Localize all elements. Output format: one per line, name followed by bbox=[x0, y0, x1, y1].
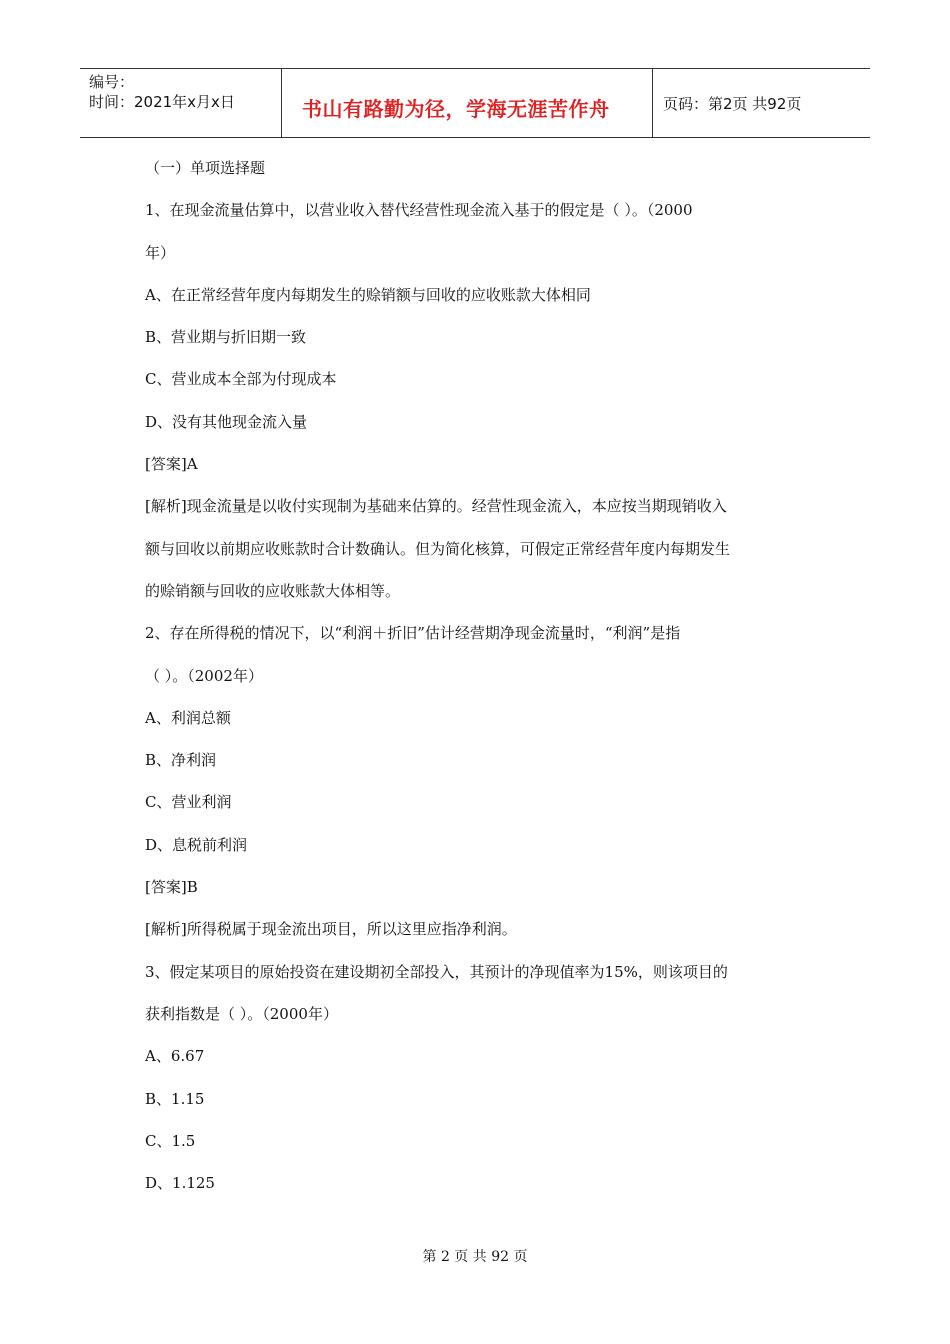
text-line: A、6.67 bbox=[145, 1047, 205, 1066]
text-line: （ ）。（2002年） bbox=[145, 666, 263, 685]
text-line: 的赊销额与回收的应收账款大体相等。 bbox=[145, 581, 401, 600]
text-line: A、在正常经营年度内每期发生的赊销额与回收的应收账款大体相同 bbox=[145, 285, 591, 304]
header-motto: 书山有路勤为径，学海无涯苦作舟 bbox=[302, 97, 610, 121]
text-line: C、营业成本全部为付现成本 bbox=[145, 370, 337, 389]
page-header bbox=[80, 68, 870, 138]
text-line: [解析]所得税属于现金流出项目，所以这里应指净利润。 bbox=[145, 920, 517, 939]
text-line: （一）单项选择题 bbox=[145, 159, 266, 177]
text-line: [答案]A bbox=[145, 455, 198, 474]
text-line: [解析]现金流量是以收付实现制为基础来估算的。经营性现金流入，本应按当期现销收入 bbox=[145, 497, 727, 516]
document-body bbox=[145, 158, 825, 1215]
header-right-cell bbox=[653, 69, 870, 137]
text-line: B、营业期与折旧期一致 bbox=[145, 328, 307, 347]
text-line: D、息税前利润 bbox=[145, 835, 248, 854]
text-line: C、1.5 bbox=[145, 1131, 196, 1150]
text-line: 1、在现金流量估算中，以营业收入替代经营性现金流入基于的假定是（ ）。（2000 bbox=[145, 201, 693, 220]
text-line: B、1.15 bbox=[145, 1089, 205, 1108]
text-line: D、1.125 bbox=[145, 1174, 215, 1193]
document-date-label: 时间：2021年x月x日 bbox=[89, 93, 235, 111]
text-line: 额与回收以前期应收账款时合计数确认。但为简化核算，可假定正常经营年度内每期发生 bbox=[145, 539, 731, 558]
text-line: 3、假定某项目的原始投资在建设期初全部投入，其预计的净现值率为15%，则该项目的 bbox=[145, 962, 728, 981]
text-line: 获利指数是（ ）。（2000年） bbox=[145, 1004, 338, 1023]
text-line: A、利润总额 bbox=[145, 708, 231, 727]
text-line: 2、存在所得税的情况下，以“利润＋折旧”估计经营期净现金流量时，“利润”是指 bbox=[145, 624, 681, 643]
document-number-label: 编号： bbox=[89, 73, 135, 91]
text-line: 年） bbox=[145, 243, 176, 262]
text-line: B、净利润 bbox=[145, 751, 217, 770]
text-line: [答案]B bbox=[145, 878, 198, 897]
header-middle-cell bbox=[282, 69, 653, 137]
text-line: C、营业利润 bbox=[145, 793, 232, 812]
text-line: D、没有其他现金流入量 bbox=[145, 412, 308, 431]
header-left-cell bbox=[80, 69, 282, 137]
header-page-number: 页码：第2页 共92页 bbox=[663, 95, 802, 113]
page-footer: 第 2 页 共 92 页 bbox=[422, 1249, 528, 1265]
